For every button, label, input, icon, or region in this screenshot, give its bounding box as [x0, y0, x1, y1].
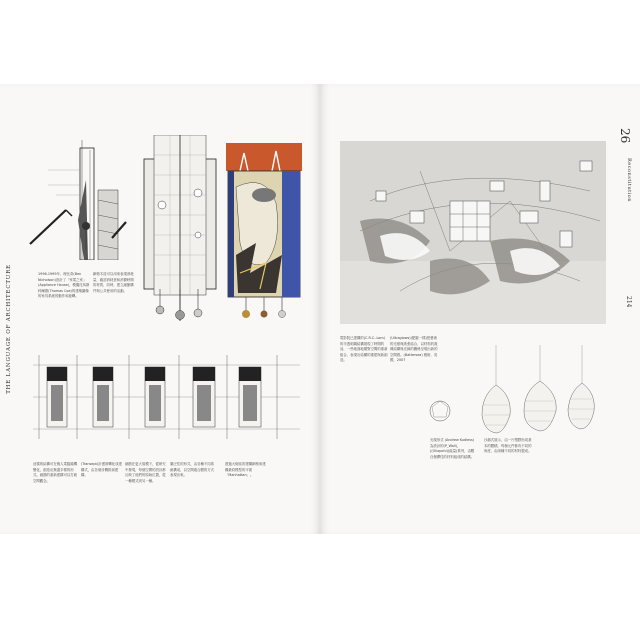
caption-1: 1996-1999年，理比奇(Ben Nicholson)設計了「家電之家」(Appliance House)，模擬托馬斯科爾德(Thomas Coe)的建築圖像的家具系統的動作和旋轉。	[38, 272, 90, 299]
lantern-drawings	[424, 345, 600, 435]
chapter-number: 26	[618, 128, 632, 144]
caption-5: (Transept)計畫被轉化成建構式，由各個步驟推演建構。	[81, 462, 122, 478]
caption-2: 網格木造可以用來表現消耗量，確認消耗者和消費時間的材質，同時，建立細節構件與公共使用的活動。	[93, 272, 134, 293]
sphere-elevation-drawing	[140, 135, 220, 321]
page-number: 214	[625, 296, 632, 308]
caption-7: 廣泛性的形式，由各種不同系統構成，以空間複合體的方式表現出來。	[170, 462, 215, 478]
caption-4: 這樣的結構可在個人電腦隨機變化，創造出無盡多樣的形式。細節的重新建構可以打破空間觀念。	[33, 462, 78, 483]
spine-title: THE LANGUAGE OF ARCHITECTURE	[6, 264, 12, 394]
collage-image	[226, 143, 302, 321]
installation-photo	[340, 141, 606, 324]
caption-8: 電影院已建構的(C.R.C.-Lom)的半透明鋼結構展現了時間的詩，一些地面地層對空間的重新組合，表現出結構的重建與新創造。	[340, 336, 388, 363]
caption-3: 透過大街區的建構網格來建構最終模型的平面「Manhattan」。	[225, 462, 266, 478]
caption-10: 光環形式 (Andrew Kudless) 為設計的(P_Wall)，((Oliopohi)(能量)系列，由數百個彈性的材料組成的結構。	[430, 438, 475, 459]
caption-6: 細節在更大規模下，從研究中發現，每個空間的設計都反映了他們的原始位置，從一種模式到另一種。	[125, 462, 166, 483]
caption-9: (Ultraglows)(肥臉一樣)把藝術的光照與紙張結合，以材料的複雜結構與光線的關係呈現出新的空間感。(Battersea) 藝術，英國，2007	[390, 336, 438, 363]
tower-section-drawing	[28, 140, 128, 260]
plan-drawing-strip	[33, 355, 300, 439]
section-name: Reconstitution	[626, 158, 632, 202]
caption-11: 沙漏式展示，由一片塑膠形成基本的體積，每個元件都有不同的角度，由兩種不同的材料製成。	[484, 438, 532, 454]
